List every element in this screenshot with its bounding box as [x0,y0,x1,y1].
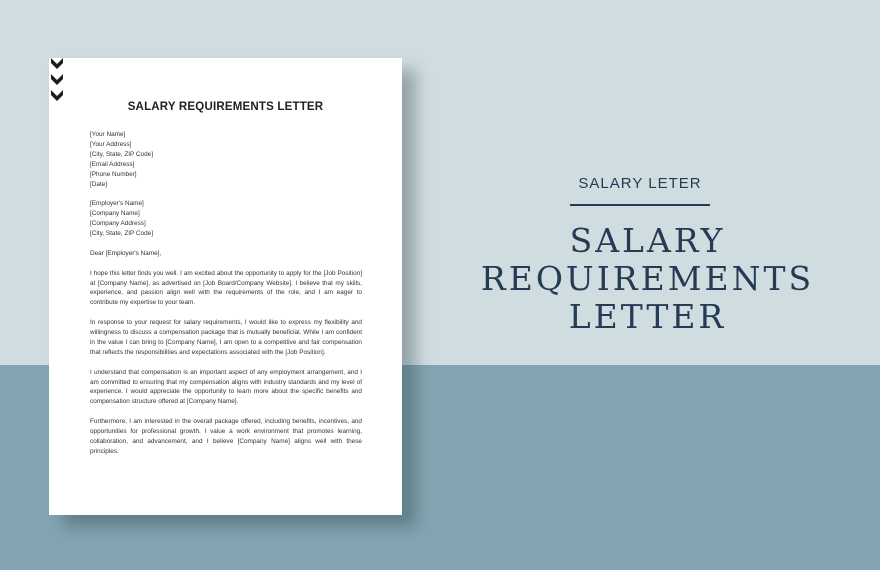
chevron-down-icon [50,57,64,103]
paragraph-3: I understand that compensation is an important aspect of any employment arrangement, and I am committed to ensuring that my compensation aligns with industry standards and my level of experience. I would appreciate the opportunity to learn more about the specific benefits and compensation structure offered at [Company Name]. [90,368,362,406]
side-title [480,222,815,336]
recipient-name: [Employer's Name] [90,200,144,208]
sender-name: [Your Name] [90,131,126,138]
document-title: SALARY REQUIREMENTS LETTER [127,101,324,113]
side-title-line-3: LETTER [568,297,727,336]
recipient-city: [City, State, ZIP Code] [90,230,153,238]
recipient-address: [Company Address] [90,220,146,228]
document-body [90,130,362,467]
side-subtitle: SALARY LETER [578,175,702,192]
recipient-company: [Company Name] [90,210,140,218]
sender-block [90,130,362,189]
sender-city: [City, State, ZIP Code] [90,150,153,158]
salutation: Dear [Employer's Name], [90,249,162,257]
paragraph-1: I hope this letter finds you well. I am excited about the opportunity to apply for the [Job Position] at [Company Name], as advertised on [Job Board/Company Website]. I believe that my skills, experience, and passion align well with the requirements of the role, and I am eager to contribute my expertise to your team. [90,269,362,307]
side-title-line-2: REQUIREMENTS [480,259,815,298]
sender-address: [Your Address] [90,140,132,148]
divider [570,204,710,206]
sender-email: [Email Address] [90,160,135,168]
recipient-block [90,199,362,239]
paragraph-2: In response to your request for salary requirements, I would like to express my flexibility and willingness to discuss a compensation package that is mutually beneficial. While I am confident in the value I can bring to [Company Name], I am open to a competitive and fair compensation that reflects the responsibilities and expectations associated with the [Job Position]. [90,319,362,356]
letter-page [49,58,402,515]
sender-phone: [Phone Number] [90,170,137,178]
paragraph-4: Furthermore, I am interested in the overall package offered, including benefits, incentives, and opportunities for professional growth. I value a work environment that promotes learning, collaboration, and advancement, and I believe [Company Name] aligns well with these principles. [90,418,362,455]
side-title-line-1: SALARY [569,221,726,260]
sender-date: [Date] [90,180,108,188]
